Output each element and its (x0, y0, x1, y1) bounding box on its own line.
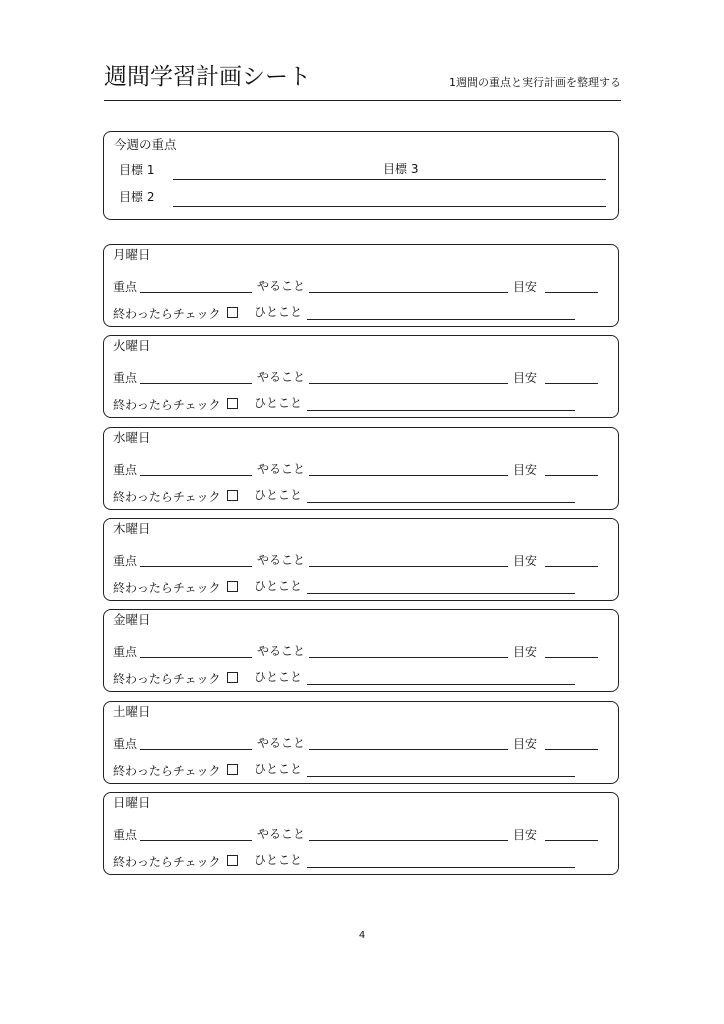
focus-field[interactable] (140, 383, 252, 384)
target-field[interactable] (545, 292, 598, 293)
todo-field[interactable] (309, 840, 508, 841)
todo-label: やること (257, 735, 306, 750)
done-check-label: 終わったらチェック (113, 763, 221, 778)
goal-3-label: 目標 3 (383, 162, 419, 176)
goal-2-field[interactable] (173, 206, 606, 207)
target-field[interactable] (545, 383, 598, 384)
todo-field[interactable] (309, 657, 508, 658)
goal-1-label: 目標 1 (119, 163, 155, 177)
done-checkbox[interactable] (227, 398, 238, 409)
day-title: 木曜日 (113, 520, 151, 536)
day-title: 土曜日 (113, 703, 151, 719)
day-title: 火曜日 (113, 338, 151, 354)
day-title: 金曜日 (113, 612, 151, 628)
note-field[interactable] (307, 502, 575, 503)
focus-label: 重点 (113, 462, 138, 477)
page-title: 週間学習計画シート (104, 64, 311, 90)
note-field[interactable] (307, 319, 575, 320)
day-section-thu (103, 518, 619, 601)
focus-label: 重点 (113, 280, 138, 294)
target-field[interactable] (545, 475, 598, 476)
todo-field[interactable] (309, 383, 508, 384)
page-number: 4 (358, 930, 366, 941)
done-checkbox[interactable] (227, 672, 238, 683)
focus-field[interactable] (140, 840, 252, 841)
target-field[interactable] (545, 840, 598, 841)
done-check-label: 終わったらチェック (113, 580, 221, 595)
target-label: 目安 (513, 371, 538, 386)
target-label: 目安 (513, 462, 538, 477)
focus-field[interactable] (140, 475, 252, 476)
target-label: 目安 (513, 736, 538, 751)
day-title: 月曜日 (113, 247, 151, 262)
done-check-label: 終わったらチェック (113, 398, 221, 413)
todo-label: やること (257, 826, 306, 841)
day-title: 日曜日 (113, 794, 151, 810)
day-section-mon (103, 244, 619, 327)
target-label: 目安 (513, 553, 538, 568)
weekly-goals-box (103, 131, 619, 220)
note-label: ひとこと (254, 852, 303, 867)
goal-2-label: 目標 2 (119, 190, 155, 204)
note-label: ひとこと (254, 487, 303, 502)
focus-label: 重点 (113, 553, 138, 568)
page-header (104, 62, 621, 102)
day-section-fri (103, 609, 619, 692)
done-checkbox[interactable] (227, 764, 238, 775)
done-checkbox[interactable] (227, 307, 238, 318)
note-label: ひとこと (254, 396, 303, 411)
target-label: 目安 (513, 280, 538, 294)
day-title: 水曜日 (113, 429, 151, 445)
target-field[interactable] (545, 749, 598, 750)
note-field[interactable] (307, 867, 575, 868)
todo-label: やること (257, 644, 306, 659)
note-label: ひとこと (254, 670, 303, 685)
todo-label: やること (257, 461, 306, 476)
done-check-label: 終わったらチェック (113, 307, 221, 321)
note-label: ひとこと (254, 578, 303, 593)
target-label: 目安 (513, 645, 538, 660)
goal-1-field[interactable] (173, 179, 606, 180)
note-field[interactable] (307, 593, 575, 594)
focus-label: 重点 (113, 645, 138, 660)
focus-label: 重点 (113, 827, 138, 842)
focus-label: 重点 (113, 736, 138, 751)
target-label: 目安 (513, 827, 538, 842)
page-subtitle: 1週間の重点と実行計画を整理する (449, 76, 621, 89)
todo-field[interactable] (309, 749, 508, 750)
focus-field[interactable] (140, 566, 252, 567)
focus-field[interactable] (140, 657, 252, 658)
header-rule (104, 100, 621, 101)
note-label: ひとこと (254, 305, 303, 319)
note-field[interactable] (307, 684, 575, 685)
done-checkbox[interactable] (227, 490, 238, 501)
target-field[interactable] (545, 566, 598, 567)
done-check-label: 終わったらチェック (113, 854, 221, 869)
day-section-wed (103, 427, 619, 510)
note-label: ひとこと (254, 761, 303, 776)
focus-field[interactable] (140, 749, 252, 750)
done-check-label: 終わったらチェック (113, 672, 221, 687)
note-field[interactable] (307, 776, 575, 777)
done-checkbox[interactable] (227, 855, 238, 866)
todo-field[interactable] (309, 475, 508, 476)
done-check-label: 終わったらチェック (113, 489, 221, 504)
focus-field[interactable] (140, 292, 252, 293)
day-section-sat (103, 701, 619, 784)
day-section-tue (103, 335, 619, 418)
focus-label: 重点 (113, 371, 138, 386)
weekly-goals-title: 今週の重点 (114, 137, 177, 152)
todo-label: やること (257, 279, 306, 293)
todo-field[interactable] (309, 292, 508, 293)
todo-field[interactable] (309, 566, 508, 567)
day-section-sun (103, 792, 619, 875)
todo-label: やること (257, 552, 306, 567)
target-field[interactable] (545, 657, 598, 658)
todo-label: やること (257, 370, 306, 385)
note-field[interactable] (307, 410, 575, 411)
done-checkbox[interactable] (227, 581, 238, 592)
